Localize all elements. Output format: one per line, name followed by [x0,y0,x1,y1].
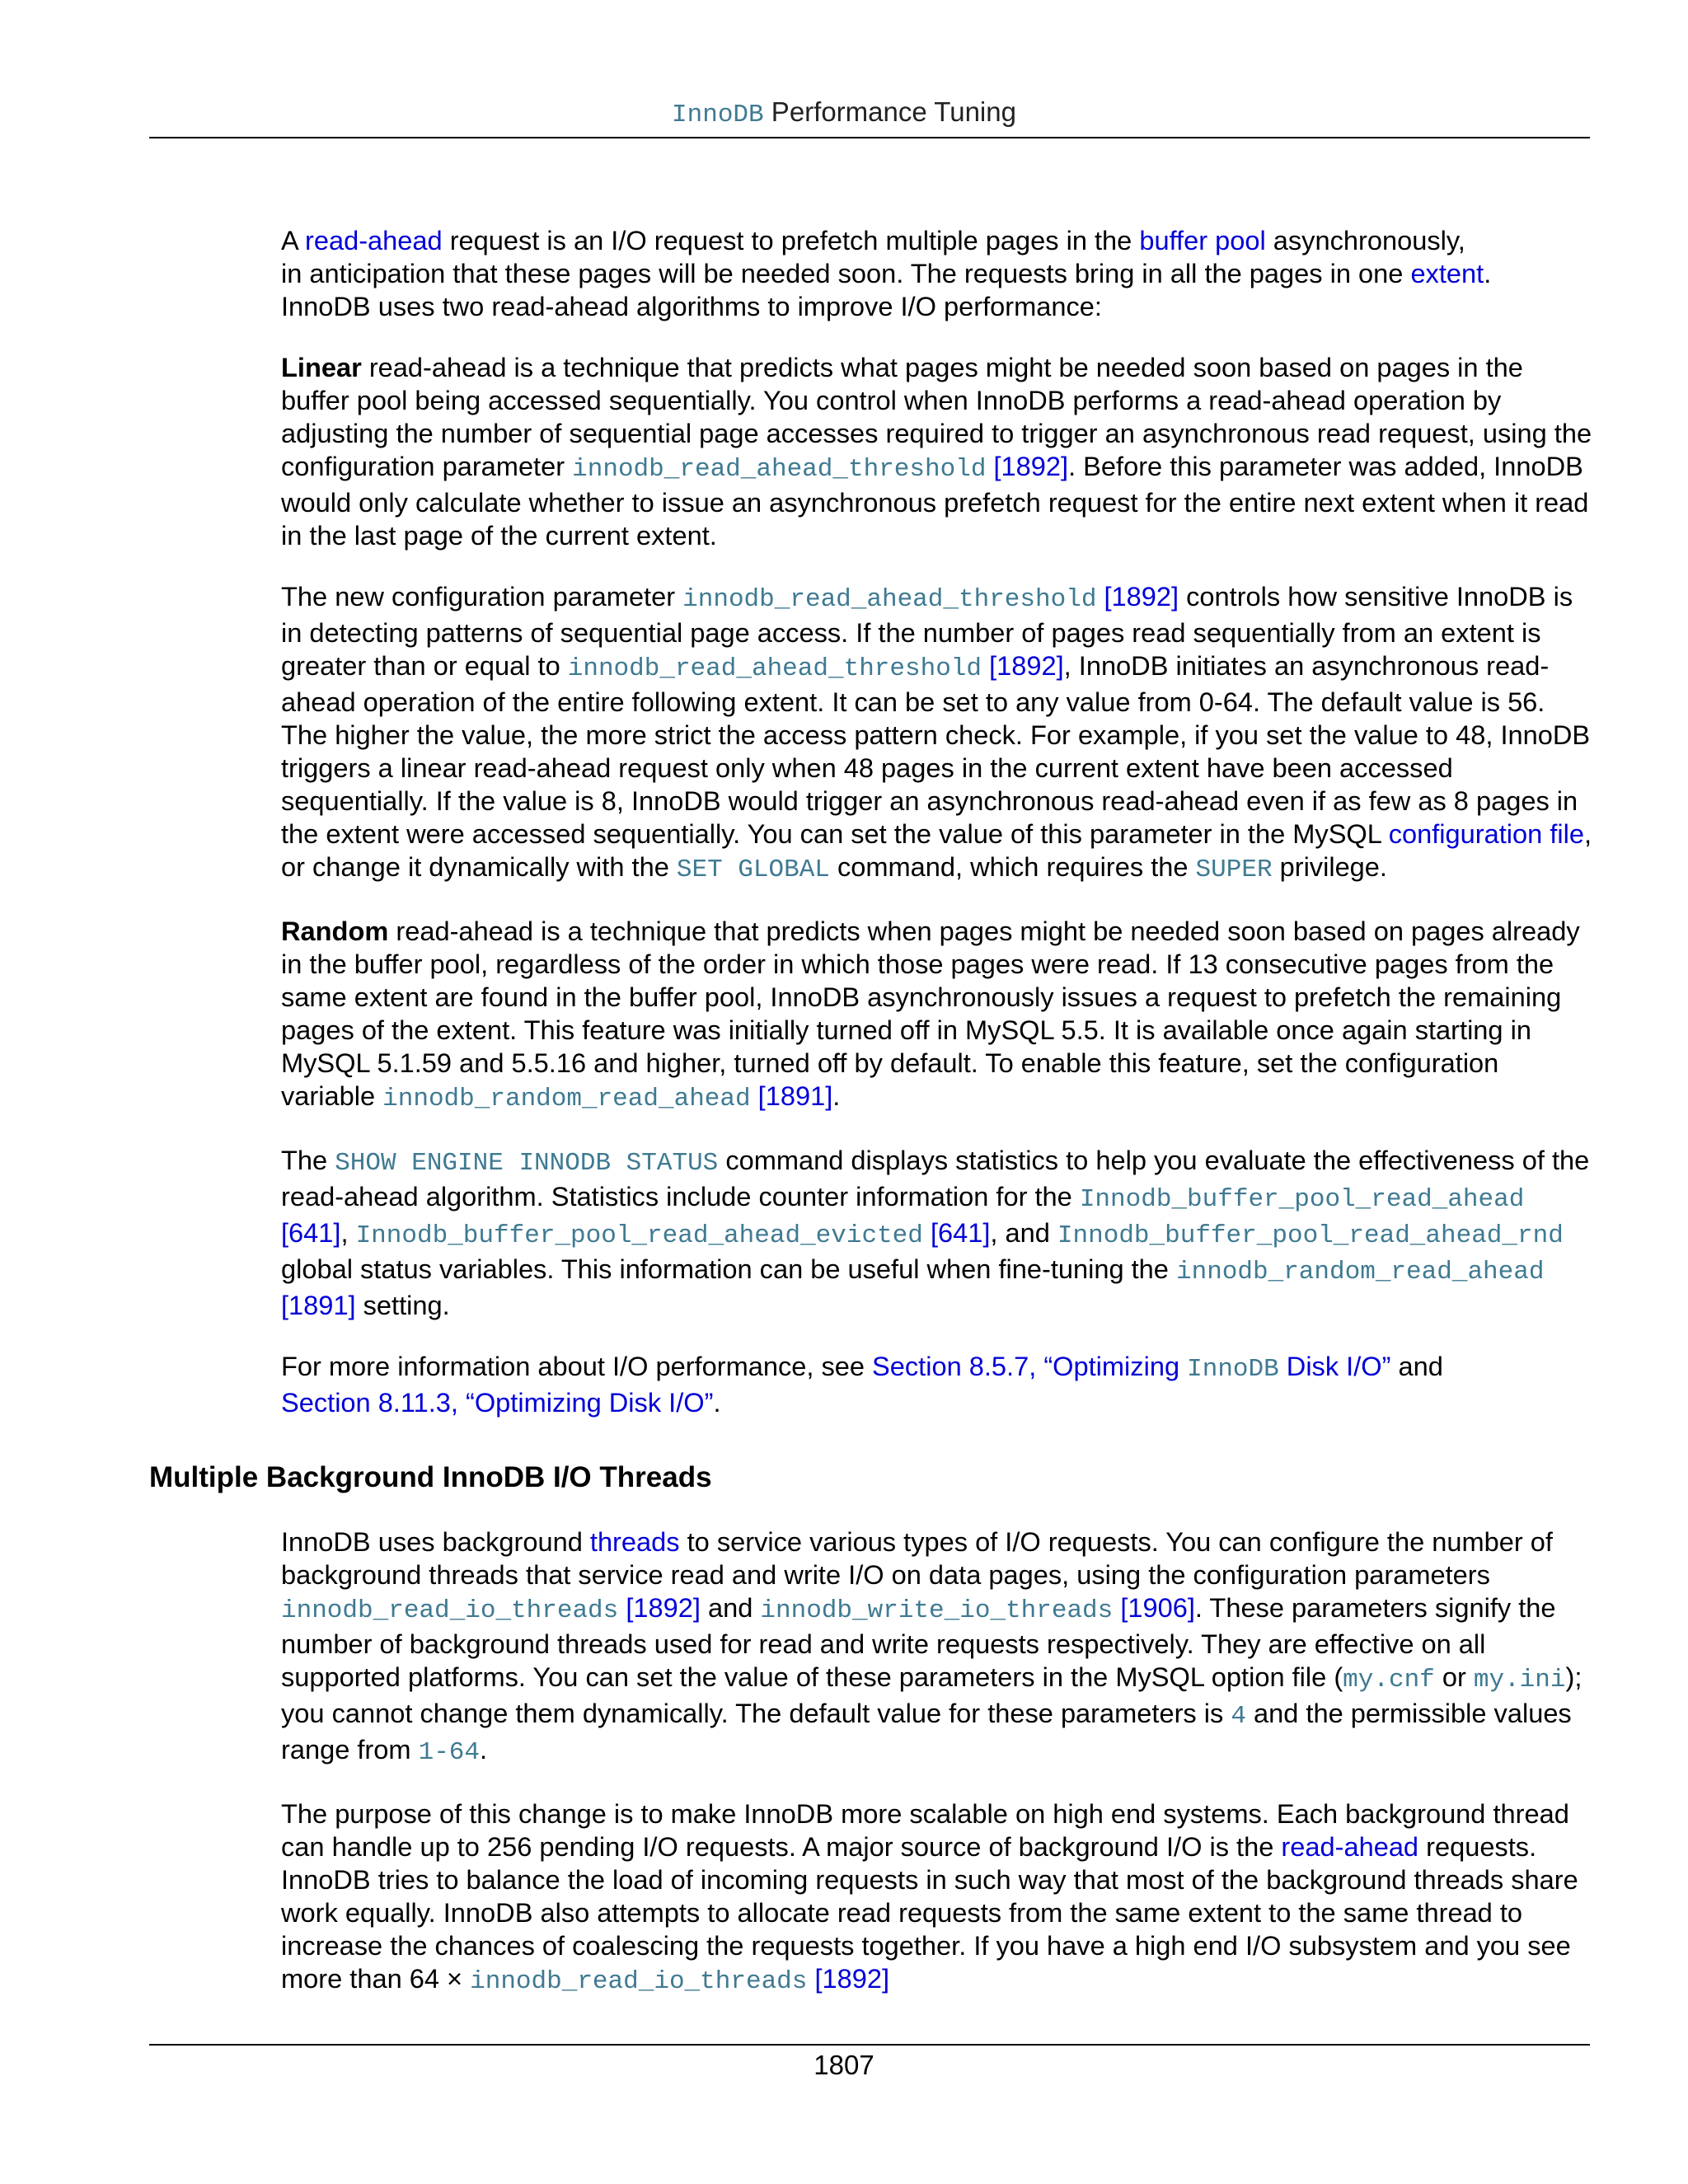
text: For more information about I/O performance, see [281,1351,873,1381]
text: controls how sensitive InnoDB is in detecting patterns of sequential page access. If the number of pages read sequentially from an extent is greater than or equal to [281,581,1573,681]
code-show-engine-innodb-status[interactable]: SHOW ENGINE INNODB STATUS [335,1149,719,1178]
link-text: Disk I/O” [1278,1351,1391,1381]
code-link-innodb-write-io-threads[interactable]: innodb_write_io_threads [760,1596,1114,1625]
link-configuration-file[interactable]: configuration file [1388,818,1584,849]
code-link-read-ahead-evicted[interactable]: Innodb_buffer_pool_read_ahead_evicted [355,1221,923,1250]
header-title: Performance Tuning [763,96,1016,127]
code-link-innodb-read-ahead-threshold[interactable]: innodb_read_ahead_threshold [682,585,1097,614]
text: privilege. [1272,851,1387,882]
ref-link[interactable]: [1892] [1096,581,1179,612]
ref-link[interactable]: [1892] [982,650,1064,681]
code-link-innodb-random-read-ahead[interactable]: innodb_random_read_ahead [1175,1258,1545,1286]
text: in anticipation that these pages will be needed soon. The requests bring in all the pages in one [281,258,1411,288]
link-code: InnoDB [1187,1355,1279,1384]
main-content [281,224,1593,1447]
text: . [713,1387,721,1418]
text: and [700,1592,761,1623]
text: command, which requires the [829,851,1196,882]
bold-random: Random [281,916,389,946]
link-buffer-pool[interactable]: buffer pool [1139,225,1266,255]
paragraph-random [281,915,1593,1116]
text: InnoDB uses two read-ahead algorithms to improve I/O performance: [281,291,1102,321]
code-super[interactable]: SUPER [1195,855,1273,884]
text: . [480,1734,488,1765]
text: . Before this parameter was added, InnoDB would only calculate whether to issue an asynchronous prefetch request for the entire next extent when it read in the last page of the current extent. [281,451,1589,551]
text: . [832,1080,841,1111]
text: The purpose of this change is to make InnoDB more scalable on high end systems. Each background thread can handle up to 256 pending I/O requests. A major source of background I/O is the [281,1798,1569,1862]
code-read-ahead-rnd[interactable]: Innodb_buffer_pool_read_ahead_rnd [1057,1221,1564,1250]
link-read-ahead[interactable]: read-ahead [1281,1831,1419,1862]
text: and the permissible values range from [281,1698,1572,1765]
code-link-read-ahead[interactable]: Innodb_buffer_pool_read_ahead [1079,1185,1525,1214]
paragraph-io-threads [281,1526,1593,1769]
ref-link[interactable]: [1892] [807,1963,890,1994]
code-my-ini[interactable]: my.ini [1473,1666,1566,1694]
paragraph-status [281,1144,1593,1322]
paragraph-purpose [281,1797,1593,1999]
text: . These parameters signify the number of background threads used for read and write requests respectively. They are effective on all supported platforms. You can set the value of these parameters in the MySQL option file ( [281,1592,1556,1692]
link-text: Section 8.5.7, “Optimizing [872,1351,1188,1381]
text: setting. [355,1290,450,1320]
code-default-value[interactable]: 4 [1231,1702,1246,1731]
code-link-innodb-read-io-threads[interactable]: innodb_read_io_threads [470,1967,808,1996]
text: command displays statistics to help you evaluate the effectiveness of the read-ahead algorithm. Statistics include counter information for the [281,1145,1590,1212]
text: asynchronously, [1265,225,1465,255]
text: or [1434,1661,1474,1692]
running-header [0,96,1688,132]
text: ); you cannot change them dynamically. The default value for these parameters is [281,1661,1582,1728]
text: read-ahead is a technique that predicts what pages might be needed soon based on pages in the buffer pool being accessed sequentially. You control when InnoDB performs a read-ahead operation by adjusting the number of sequential page accesses required to trigger an asynchronous read request, using the configuration parameter [281,352,1592,481]
header-code: InnoDB [672,101,764,129]
text: to service various types of I/O requests. You can configure the number of background threads that service read and write I/O on data pages, using the configuration parameters [281,1526,1553,1590]
code-link-innodb-read-ahead-threshold[interactable]: innodb_read_ahead_threshold [572,455,987,484]
bold-linear: Linear [281,352,362,382]
text: request is an I/O request to prefetch multiple pages in the [442,225,1140,255]
link-read-ahead[interactable]: read-ahead [304,225,443,255]
text: , and [990,1217,1057,1248]
text: and [1390,1351,1443,1381]
code-link-innodb-random-read-ahead[interactable]: innodb_random_read_ahead [382,1085,751,1113]
text: , [340,1217,356,1248]
paragraph-threshold [281,580,1593,887]
text: . [1484,258,1492,288]
page-number: 1807 [814,2050,874,2080]
ref-link[interactable]: [1892] [618,1592,701,1623]
ref-link[interactable]: [1906] [1113,1592,1195,1623]
link-threads[interactable]: threads [589,1526,680,1557]
header-rule [149,137,1590,138]
paragraph-read-ahead-intro [281,224,1593,323]
link-section-8-5-7[interactable] [872,1351,1391,1384]
code-set-global[interactable]: SET GLOBAL [676,855,830,884]
ref-link[interactable]: [641] [281,1217,341,1248]
text: The new configuration parameter [281,581,683,612]
code-link-innodb-read-ahead-threshold[interactable]: innodb_read_ahead_threshold [567,654,982,683]
section-heading: Multiple Background InnoDB I/O Threads [149,1461,712,1493]
section-content [281,1526,1593,2027]
text: requests. InnoDB tries to balance the load of incoming requests in such way that most of the background threads share work equally. InnoDB also attempts to allocate read requests from the same extent to the same thread to increase the chances of coalescing the requests together. If you have a high end I/O subsystem and you see more than 64 × [281,1831,1578,1994]
text: , InnoDB initiates an asynchronous read-ahead operation of the entire following extent. It can be set to any value from 0-64. The default value is 56. The higher the value, the more strict the access pattern check. For example, if you set the value to 48, InnoDB triggers a linear read-ahead request only when 48 pages in the current extent have been accessed sequentially. If the value is 8, InnoDB would trigger an asynchronous read-ahead even if as few as 8 pages in the extent were accessed sequentially. You can set the value of this parameter in the MySQL [281,650,1591,849]
code-my-cnf[interactable]: my.cnf [1343,1666,1435,1694]
ref-link[interactable]: [1891] [750,1080,833,1111]
text: , or change it dynamically with the [281,818,1592,882]
ref-link[interactable]: [1891] [281,1290,356,1320]
text: read-ahead is a technique that predicts when pages might be needed soon based on pages already in the buffer pool, regardless of the order in which those pages were read. If 13 consecutive pages from the same extent are found in the buffer pool, InnoDB asynchronously issues a request to prefetch the remaining pages of the extent. This feature was initially turned off in MySQL 5.5. It is available once again starting in MySQL 5.1.59 and 5.5.16 and higher, turned off by default. To enable this feature, set the configuration variable [281,916,1580,1111]
text: InnoDB uses background [281,1526,590,1557]
text: global status variables. This information can be useful when fine-tuning the [281,1254,1176,1284]
ref-link[interactable]: [1892] [986,451,1069,481]
footer-rule [149,2044,1590,2046]
code-value-range[interactable]: 1-64 [418,1738,481,1767]
paragraph-linear [281,351,1593,552]
paragraph-more-info [281,1350,1593,1419]
code-link-innodb-read-io-threads[interactable]: innodb_read_io_threads [281,1596,619,1625]
link-extent[interactable]: extent [1410,258,1484,288]
text: A [281,225,305,255]
text: The [281,1145,335,1175]
link-section-8-11-3[interactable]: Section 8.11.3, “Optimizing Disk I/O” [281,1387,714,1418]
ref-link[interactable]: [641] [922,1217,991,1248]
